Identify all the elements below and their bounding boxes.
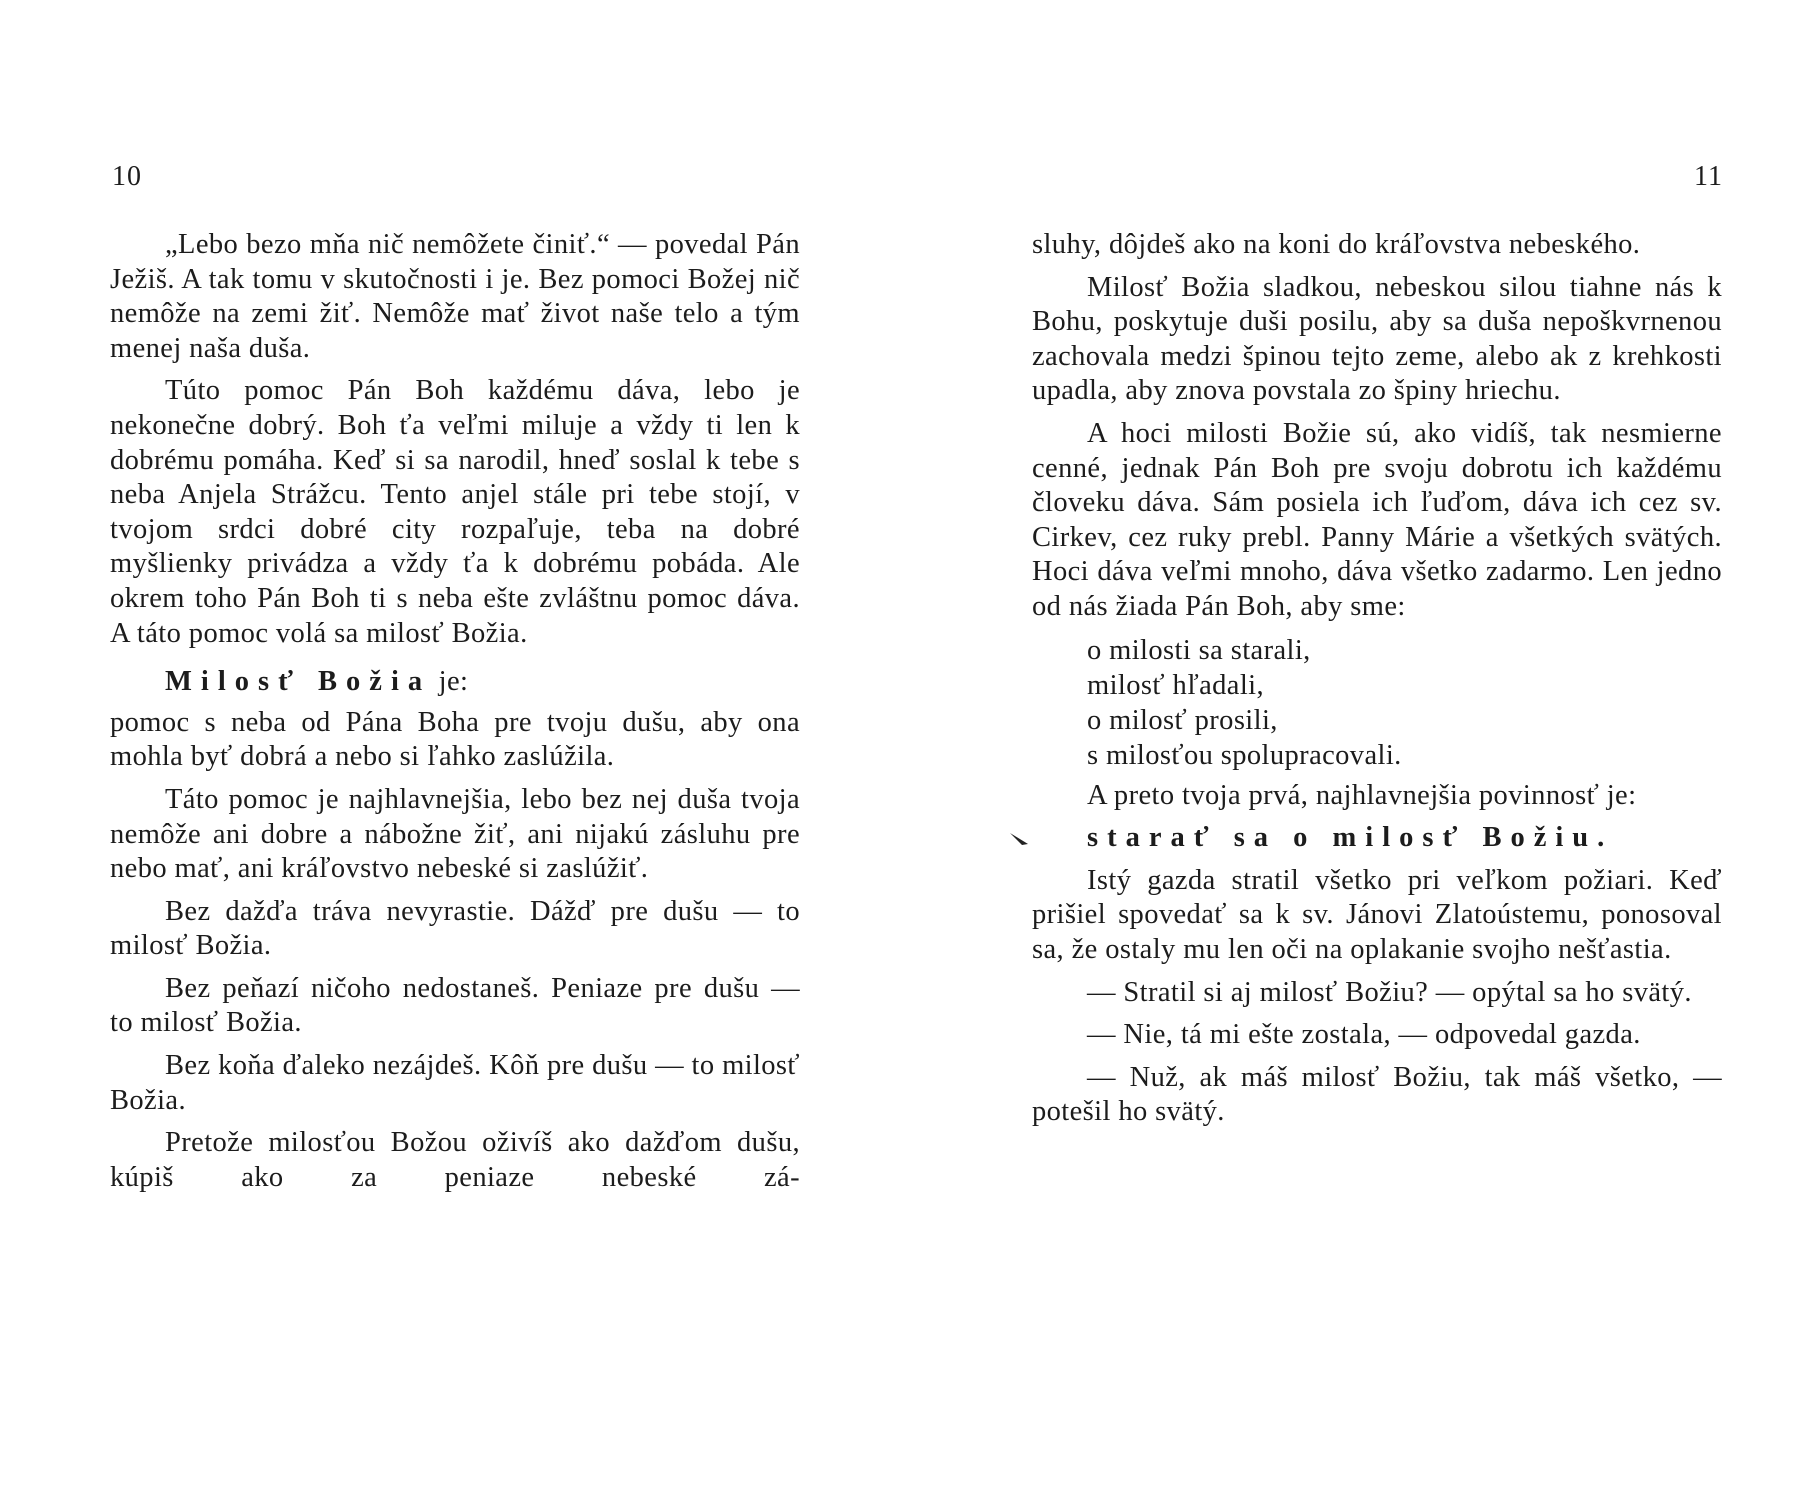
paragraph: Bez peňazí ničoho nedostaneš. Peniaze pre dušu — to milosť Božia. <box>110 972 800 1039</box>
verse-line: milosť hľadali, <box>1087 669 1264 701</box>
paragraph: Milosť Božia sladkou, nebeskou silou tiahne nás k Bohu, poskytuje duši posilu, aby sa duša nepoškvrnenou zachovala medzi špinou tejto zeme, alebo ak z krehkosti upadla, aby znova povstala zo špiny hriechu. <box>1032 271 1722 407</box>
grace-heading <box>165 665 800 700</box>
right-page-text <box>1032 228 1722 1138</box>
paragraph: Bez koňa ďaleko nezájdeš. Kôň pre dušu — to milosť Božia. <box>110 1050 800 1116</box>
verse-list <box>1087 633 1722 773</box>
paragraph: Táto pomoc je najhlavnejšia, lebo bez nej duša tvoja nemôže ani dobre a nábožne žiť, ani nijakú zásluhu pre nebo mať, ani kráľovstvo nebeské si zaslúžiť. <box>110 783 800 885</box>
paragraph: Bez dažďa tráva nevyrastie. Dážď pre dušu — to milosť Božia. <box>110 895 800 962</box>
page-number-left: 10 <box>112 161 142 192</box>
dialogue-line: — Nie, tá mi ešte zostala, — odpovedal gazda. <box>1087 1019 1641 1051</box>
left-page-text <box>110 228 800 1203</box>
verse-line: s milosťou spolupracovali. <box>1087 739 1402 771</box>
verse-line: o milosti sa starali, <box>1087 634 1311 666</box>
continuation-paragraph: sluhy, dôjdeš ako na koni do kráľovstva nebeského. <box>1032 229 1641 260</box>
paragraph: A hoci milosti Božie sú, ako vidíš, tak nesmierne cenné, jednak Pán Boh pre svoju dobrotu ich každému človeku dáva. Sám posiela ich ľuďom, dáva ich cez sv. Cirkev, cez ruky prebl. Panny Márie a všetkých svätých. Hoci dáva veľmi mnoho, dáva všetko zadarmo. Len jedno od nás žiada Pán Boh, aby sme: <box>1032 417 1722 622</box>
paragraph: „Lebo bezo mňa nič nemôžete činiť.“ — povedal Pán Ježiš. A tak tomu v skutočnosti i je. Bez pomoci Božej nič nemôže na zemi žiť. Nemôže mať život naše telo a tým menej naša duša. <box>110 229 800 364</box>
definition: pomoc s neba od Pána Boha pre tvoju dušu, aby ona mohla byť dobrá a nebo si ľahko zaslúžila. <box>110 706 800 773</box>
heading-suffix: je: <box>431 666 469 698</box>
dialogue-line: — Stratil si aj milosť Božiu? — opýtal sa ho svätý. <box>1087 976 1692 1008</box>
paragraph: Túto pomoc Pán Boh každému dáva, lebo je nekonečne dobrý. Boh ťa veľmi miluje a vždy ti len k dobrému pomáha. Keď si sa narodil, hneď soslal k tebe s neba Anjela Strážcu. Tento anjel stále pri tebe stojí, v tvojom srdci dobré city rozpaľuje, teba na dobré myšlienky privádza a vždy ťa k dobrému pobáda. Ale okrem toho Pán Boh ti s neba ešte zvláštnu pomoc dáva. A táto pomoc volá sa milosť Božia. <box>110 375 800 649</box>
duty-intro: A preto tvoja prvá, najhlavnejšia povinnosť je: <box>1087 779 1637 811</box>
heading-term: Milosť Božia <box>165 666 432 698</box>
verse-line: o milosť prosili, <box>1087 704 1278 736</box>
paragraph: Istý gazda stratil všetko pri veľkom požiari. Keď prišiel spovedať sa k sv. Jánovi Zlatoústemu, ponosoval sa, že ostaly mu len oči na oplakanie svojho nešťastia. <box>1032 864 1722 965</box>
paragraph: Pretože milosťou Božou oživíš ako dažďom dušu, kúpiš ako za peniaze nebeské zá- <box>110 1127 800 1193</box>
stray-mark-arrow <box>1008 830 1032 850</box>
page-number-right: 11 <box>1694 161 1723 192</box>
duty-heading: starať sa o milosť Božiu. <box>1087 822 1614 854</box>
dialogue-line: — Nuž, ak máš milosť Božiu, tak máš všetko, — potešil ho svätý. <box>1032 1061 1722 1128</box>
